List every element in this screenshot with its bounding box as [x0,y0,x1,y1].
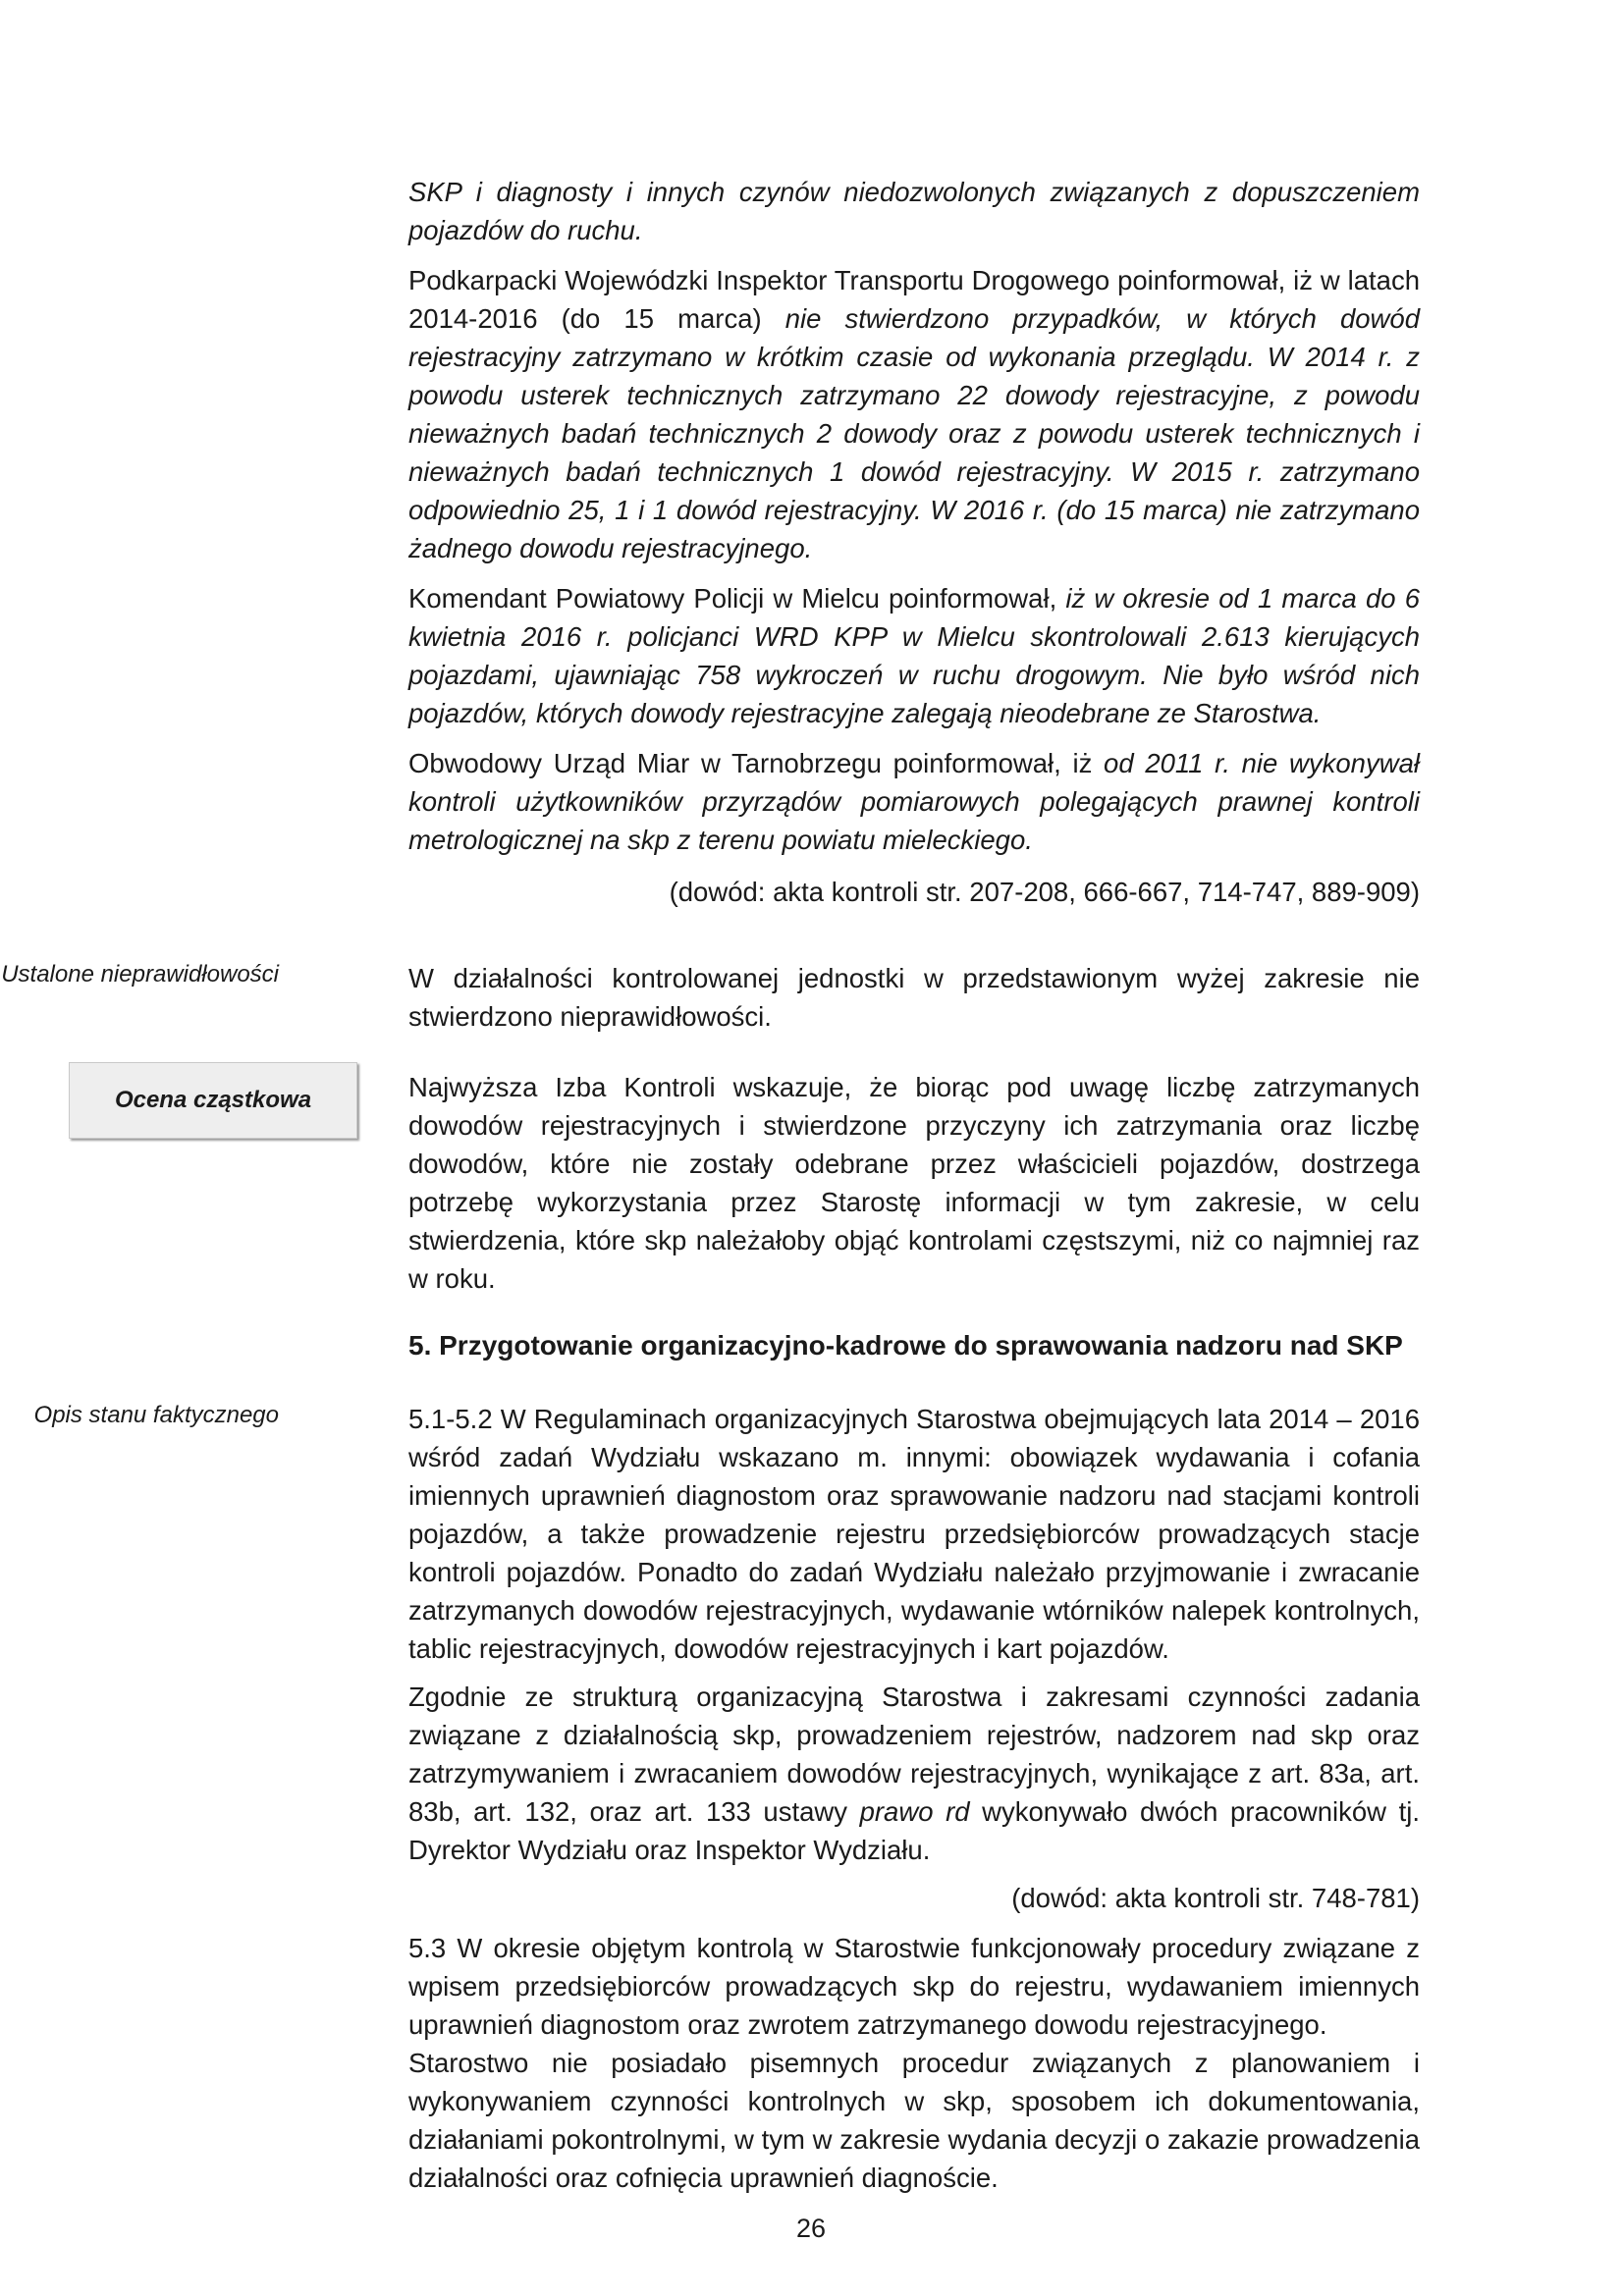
paragraph-witd [408,261,1420,567]
text-span-italic: iż w okresie od 1 marca do 6 kwietnia 2016 r. policjanci WRD KPP w Mielcu skontrolowali 2.613 kierujących pojazdami, ujawniając 758 wykroczeń w ruchu drogowym. Nie było wśród nich pojazdów, których dowody rejestracyjne zalegają nieodebrane ze Starostwa. [408,583,1420,728]
paragraph-no-irregularities-block [408,959,1420,1036]
page-number: 26 [795,2214,827,2243]
ocena-czastkowa-box: Ocena cząstkowa [69,1062,357,1139]
sidebar-label-ustalone: Ustalone nieprawidłowości [1,961,279,988]
text-span-italic: od 2011 r. nie wykonywał kontroli użytkowników przyrządów pomiarowych polegających prawnej kontroli metrologicznej na skp z terenu powiatu mieleckiego. [408,748,1420,855]
paragraph-nik-assessment: Najwyższa Izba Kontroli wskazuje, że biorąc pod uwagę liczbę zatrzymanych dowodów rejestracyjnych i stwierdzone przyczyny ich zatrzymania oraz liczbę dowodów, które nie zostały odebrane przez właścicieli pojazdów, dostrzega potrzebę wykorzystania przez Starostę informacji w tym zakresie, w celu stwierdzenia, które skp należałoby objąć kontrolami częstszymi, niż co najmniej raz w roku. [408,1072,1420,1294]
paragraph-nik-assessment-block [408,1068,1420,1298]
section-heading-5: 5. Przygotowanie organizacyjno-kadrowe do sprawowania nadzoru nad SKP [408,1330,1403,1361]
evidence-reference-2: (dowód: akta kontroli str. 748-781) [1011,1883,1420,1913]
text-span-italic: prawo rd [859,1796,970,1827]
paragraph-brak-procedur: Starostwo nie posiadało pisemnych procedur związanych z planowaniem i wykonywaniem czynności kontrolnych w skp, sposobem ich dokumentowania, działaniami pokontrolnymi, w tym w zakresie wydania decyzji o zakazie prowadzenia działalności oraz cofnięcia uprawnień diagnoście. [408,2048,1420,2193]
paragraph-regulaminy: 5.1-5.2 W Regulaminach organizacyjnych Starostwa obejmujących lata 2014 – 2016 wśród zadań Wydziału wskazano m. innymi: obowiązek wydawania i cofania imiennych uprawnień diagnostom oraz sprawowanie nadzoru nad stacjami kontroli pojazdów, a także prowadzenie rejestru przedsiębiorców prowadzących stacje kontroli pojazdów. Ponadto do zadań Wydziału należało przyjmowanie i zwracanie zatrzymanych dowodów rejestracyjnych, wydawanie wtórników nalepek kontrolnych, tablic rejestracyjnych, dowodów rejestracyjnych i kart pojazdów. [408,1404,1420,1664]
paragraph-struktura [408,1678,1420,1869]
paragraph-skp-continuation [408,173,1420,249]
evidence-reference-1: (dowód: akta kontroli str. 207-208, 666-667, 714-747, 889-909) [669,877,1420,907]
text-span: Obwodowy Urząd Miar w Tarnobrzegu poinformował, iż [408,748,1105,778]
paragraph-no-irregularities: W działalności kontrolowanej jednostki w przedstawionym wyżej zakresie nie stwierdzono nieprawidłowości. [408,963,1420,1032]
section-5-body [408,1400,1420,2197]
paragraph-urzad-miar [408,744,1420,859]
text-span: Podkarpacki Wojewódzki Inspektor Transportu Drogowego poinformował, iż w latach 2014-2016 (do 15 marca) [408,265,1420,334]
sidebar-label-opis: Opis stanu faktycznego [33,1402,279,1428]
text-span-italic: nie stwierdzono przypadków, w których dowód rejestracyjny zatrzymano w krótkim czasie od wykonania przeglądu. W 2014 r. z powodu usterek technicznych zatrzymano 22 dowody rejestracyjne, z powodu nieważnych badań technicznych 2 dowody oraz z powodu usterek technicznych i nieważnych badań technicznych 1 dowód rejestracyjny. W 2015 r. zatrzymano odpowiednio 25, 1 i 1 dowód rejestracyjny. W 2016 r. (do 15 marca) nie zatrzymano żadnego dowodu rejestracyjnego. [408,303,1420,563]
body-text-column [408,173,1420,911]
paragraph-procedury: 5.3 W okresie objętym kontrolą w Starostwie funkcjonowały procedury związane z wpisem przedsiębiorców prowadzących skp do rejestru, wydawaniem imiennych uprawnień diagnostom oraz zwrotem zatrzymanego dowodu rejestracyjnego. [408,1933,1420,2040]
text-span: SKP i diagnosty i innych czynów niedozwolonych związanych z dopuszczeniem pojazdów do ruchu. [408,177,1420,245]
text-span: wykonywało dwóch pracowników tj. Dyrektor Wydziału oraz Inspektor Wydziału. [408,1796,1420,1865]
text-span: Zgodnie ze strukturą organizacyjną Starostwa i zakresami czynności zadania związane z działalnością skp, prowadzeniem rejestrów, nadzorem nad skp oraz zatrzymywaniem i zwracaniem dowodów rejestracyjnych, wynikające z art. 83a, art. 83b, art. 132, oraz art. 133 ustawy [408,1682,1420,1827]
paragraph-policja [408,579,1420,732]
text-span: Komendant Powiatowy Policji w Mielcu poinformował, [408,583,1066,614]
